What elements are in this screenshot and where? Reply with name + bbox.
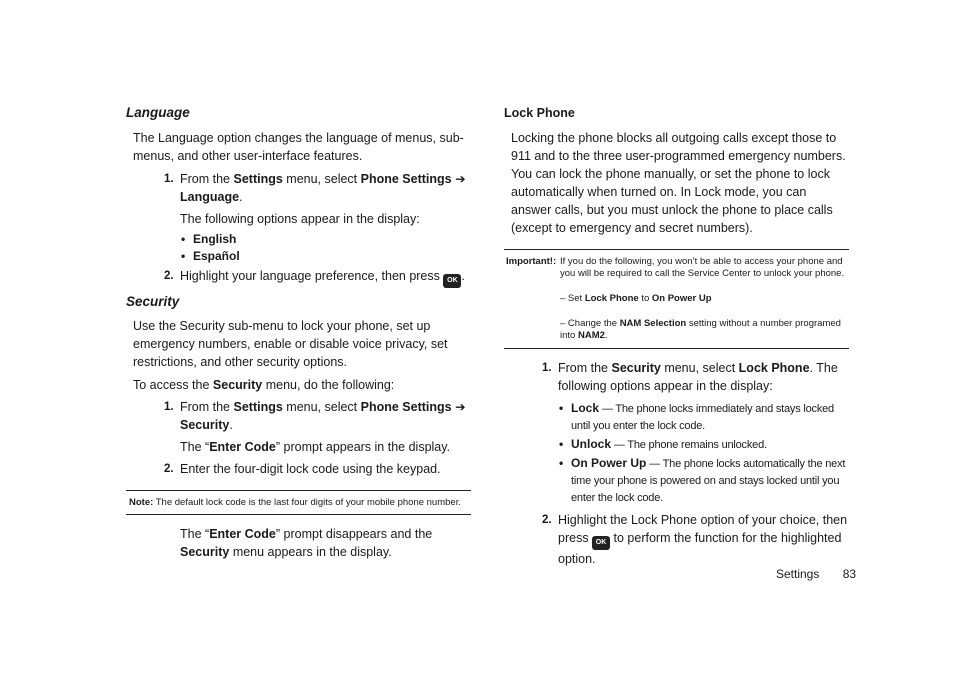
security-step-2: 2. Enter the four-digit lock code using the keypad. [164, 462, 441, 476]
note-box [126, 491, 471, 514]
security-step-1: 1. From the Settings menu, select Phone Settings ➔ Security. [164, 400, 466, 432]
list-item-espanol: • Español [181, 249, 240, 263]
left-column [126, 104, 471, 561]
list-item-lock: • Lock — The phone locks immediately and stays locked until you enter the lock code. [559, 401, 834, 432]
language-step-1: 1. From the Settings menu, select Phone Settings ➔ Language. [164, 172, 466, 204]
ok-key-icon: OK [443, 274, 461, 288]
important-item-1: – Set Lock Phone to On Power Up [560, 293, 712, 304]
note-text: The default lock code is the last four digits of your mobile phone number. [155, 497, 461, 508]
security-after: The “Enter Code” prompt disappears and the Security menu appears in the display. [180, 527, 433, 559]
security-heading: Security [126, 294, 180, 309]
page-footer [776, 567, 856, 581]
language-heading: Language [126, 105, 190, 120]
lock-step-1: 1. From the Security menu, select Lock Phone. The following options appear in the display: [542, 361, 838, 393]
security-prompt: The “Enter Code” prompt appears in the display. [180, 440, 451, 454]
lock-phone-intro: Locking the phone blocks all outgoing calls except those to 911 and to the three user-programmed emergency numbers. You can lock the phone manually, or set the phone to lock automatically when turned on. In Lock mode, you can answer calls, but you must unlock the phone to place calls (except to emergency and secret numbers). [511, 131, 846, 235]
important-bottom-rule [504, 348, 849, 349]
language-step-2: 2. Highlight your language preference, then press OK . [126, 267, 471, 288]
language-options-intro: The following options appear in the display: [180, 212, 420, 226]
important-item-2: – Change the NAM Selection setting without a number programed into NAM2. [560, 318, 841, 341]
list-item-on-power-up: • On Power Up — The phone locks automatically the next time your phone is powered on and stays locked until you enter the lock code. [559, 456, 846, 504]
security-intro: Use the Security sub-menu to lock your phone, set up emergency numbers, enable or disable voice privacy, set restrictions, and other security options. [133, 319, 448, 369]
list-item-english: • English [181, 232, 237, 246]
lock-step-2: 2. Highlight the Lock Phone option of your choice, then press OK to perform the function for the highlighted option. [542, 513, 848, 566]
security-access: To access the Security menu, do the following: [133, 378, 395, 392]
language-intro: The Language option changes the language of menus, sub-menus, and other user-interface features. [133, 131, 464, 163]
important-box [504, 250, 849, 348]
footer-section: Settings [776, 567, 820, 581]
note-label: Note: [129, 497, 154, 508]
step-number: 1. [164, 173, 174, 185]
ok-key-icon: OK [592, 536, 610, 550]
right-column [504, 104, 849, 568]
important-label: Important!: [506, 256, 557, 267]
lock-phone-heading: Lock Phone [504, 106, 575, 120]
list-item-unlock: • Unlock — The phone remains unlocked. [559, 437, 767, 451]
page-number: 83 [842, 567, 857, 581]
important-text: If you do the following, you won’t be able to access your phone and you will be required to call the Service Center to unlock your phone. [560, 256, 845, 279]
note-bottom-rule [126, 514, 471, 515]
